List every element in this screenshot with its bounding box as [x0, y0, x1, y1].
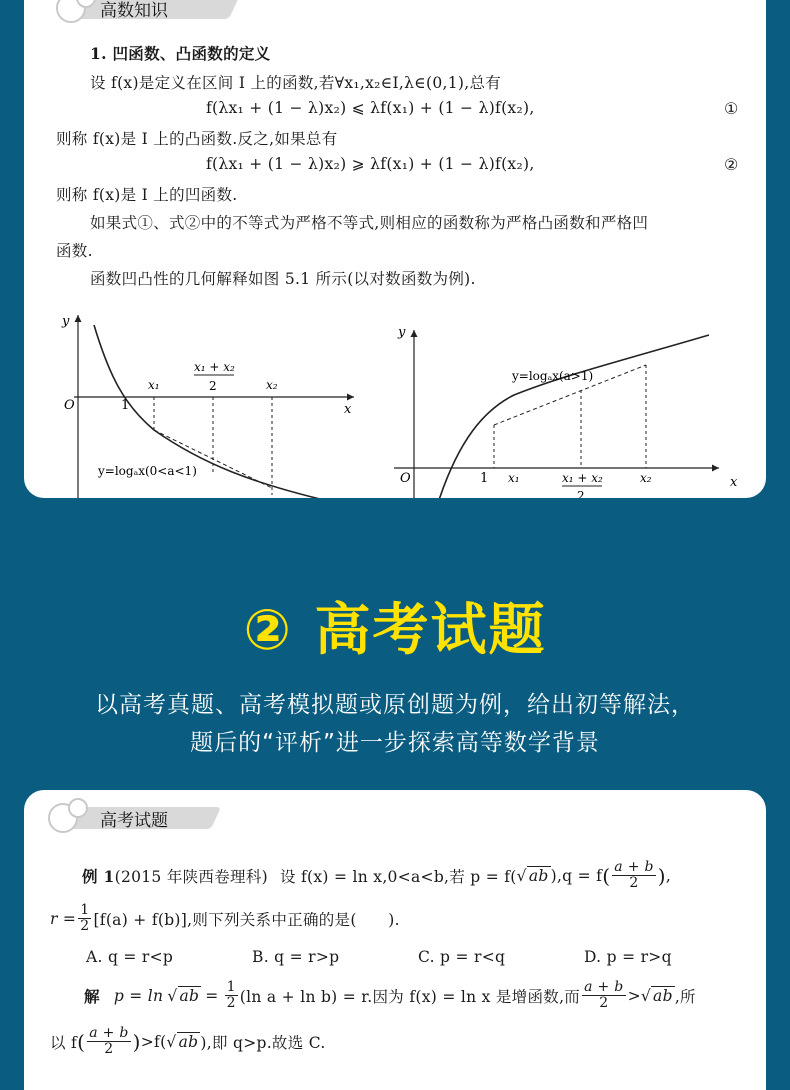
solution-line: [84, 980, 696, 1011]
fraction: [582, 980, 625, 1011]
fraction: [225, 980, 238, 1011]
exam-card: [24, 790, 766, 1090]
option-c: C. p = r<q: [418, 948, 506, 966]
figure-log-increasing: [384, 320, 744, 498]
mid-den: 2: [209, 379, 217, 393]
x2-label: x₂: [640, 471, 652, 485]
sqrt-sign: √: [640, 986, 652, 1005]
y-label: y: [62, 314, 70, 329]
frac-den: 2: [599, 995, 609, 1011]
paren: (: [602, 863, 611, 888]
frac-den: 2: [629, 875, 639, 891]
solution-text: =: [205, 986, 219, 1005]
r-text: r =: [50, 909, 77, 928]
solution-text: (ln a + ln b) = r.因为 f(x) = ln x 是增函数,而: [239, 987, 581, 1006]
sqrt-body: ab: [528, 867, 549, 885]
tag-label: 高数知识: [100, 1, 168, 21]
solution-text: ,所: [674, 987, 696, 1006]
sqrt-body: ab: [179, 987, 200, 1005]
x1-label: x₁: [148, 378, 160, 392]
x-label: x: [730, 475, 738, 490]
frac-den: 2: [104, 1041, 114, 1057]
section-subtitle: 题后的“评析”进一步探索高等数学背景: [190, 730, 600, 756]
frac-num: a + b: [614, 859, 654, 875]
section-title: ② 高考试题: [243, 598, 547, 663]
sqrt-sign: √: [167, 986, 178, 1005]
curve-label: y=logₐx(a>1): [512, 369, 594, 383]
section-subtitle: 以高考真题、高考模拟题或原创题为例，给出初等解法，: [95, 692, 695, 718]
solution-line: [50, 1026, 326, 1057]
paren: ): [657, 863, 666, 888]
solution-text: 以 f: [50, 1033, 78, 1052]
fraction: [78, 903, 91, 934]
mid-num: x₁ + x₂: [194, 360, 235, 374]
mid-num: x₁ + x₂: [562, 471, 603, 485]
sqrt-sign: √: [516, 866, 527, 885]
fraction: [612, 860, 655, 891]
equation-mark: ①: [724, 99, 739, 118]
sqrt-body: ab: [178, 1033, 199, 1051]
option-d: D. p = r>q: [584, 948, 672, 966]
text-line: 则称 f(x)是 I 上的凸函数.反之,如果总有: [56, 130, 338, 148]
frac-num: 1: [80, 902, 90, 918]
x1-label: x₁: [508, 471, 520, 485]
solution-text: ),即 q>p.故选 C.: [200, 1033, 326, 1052]
r-text: [f(a) + f(b)],则下列关系中正确的是( ).: [93, 910, 400, 929]
solution-text: >: [627, 986, 641, 1005]
example-text: 设 f(x) = ln x,0<a<b,若 p = f(: [279, 867, 517, 886]
solution-label: 解: [84, 986, 100, 1006]
example-source: (2015 年陕西卷理科): [114, 867, 268, 886]
example-text: ,: [665, 866, 672, 885]
solution-text: p = ln: [113, 986, 164, 1005]
example-line: [50, 903, 400, 934]
one-label: 1: [480, 471, 489, 486]
heading: 1. 凹函数、凸函数的定义: [90, 44, 271, 63]
sqrt-body: ab: [653, 987, 673, 1005]
option-a: A. q = r<p: [86, 948, 174, 966]
frac-den: 2: [80, 918, 90, 934]
one-label: 1: [121, 398, 130, 413]
example-label: 例 1: [82, 866, 115, 886]
solution-text: >f(: [140, 1032, 167, 1051]
frac-num: a + b: [89, 1025, 129, 1041]
origin-label: O: [400, 471, 411, 486]
formula: f(λx₁ + (1 − λ)x₂) ⩽ λf(x₁) + (1 − λ)f(x₂),: [206, 99, 535, 117]
y-label: y: [398, 325, 406, 340]
example-line: [82, 860, 671, 891]
section-tag: [56, 0, 256, 20]
text-line: 如果式①、式②中的不等式为严格不等式,则相应的函数称为严格凸函数和严格凹: [90, 214, 649, 232]
option-b: B. q = r>p: [252, 948, 340, 966]
knowledge-card: [24, 0, 766, 498]
section-tag: [48, 804, 248, 830]
equation-mark: ②: [724, 155, 739, 174]
text-line: 则称 f(x)是 I 上的凹函数.: [56, 186, 238, 204]
formula: f(λx₁ + (1 − λ)x₂) ⩾ λf(x₁) + (1 − λ)f(x₂),: [206, 155, 535, 173]
x2-label: x₂: [266, 378, 278, 392]
x-label: x: [344, 402, 352, 417]
sqrt-sign: √: [166, 1032, 177, 1051]
bubble-small-icon: [68, 798, 88, 818]
text-line: 函数.: [56, 242, 93, 260]
frac-den: 2: [226, 995, 236, 1011]
figure-log-decreasing: [54, 305, 364, 498]
mid-den: 2: [577, 489, 585, 500]
origin-label: O: [64, 398, 75, 413]
frac-num: a + b: [584, 979, 624, 995]
curve-label: y=logₐx(0<a<1): [98, 464, 197, 478]
example-text: ),q = f: [550, 866, 603, 885]
frac-num: 1: [226, 979, 236, 995]
fraction: [87, 1026, 130, 1057]
paren: ): [132, 1029, 141, 1054]
text-line: 函数凹凸性的几何解释如图 5.1 所示(以对数函数为例).: [90, 270, 476, 288]
text-line: 设 f(x)是定义在区间 I 上的函数,若∀x₁,x₂∈I,λ∈(0,1),总有: [90, 74, 502, 92]
tag-label: 高考试题: [100, 811, 168, 831]
paren: (: [77, 1029, 86, 1054]
